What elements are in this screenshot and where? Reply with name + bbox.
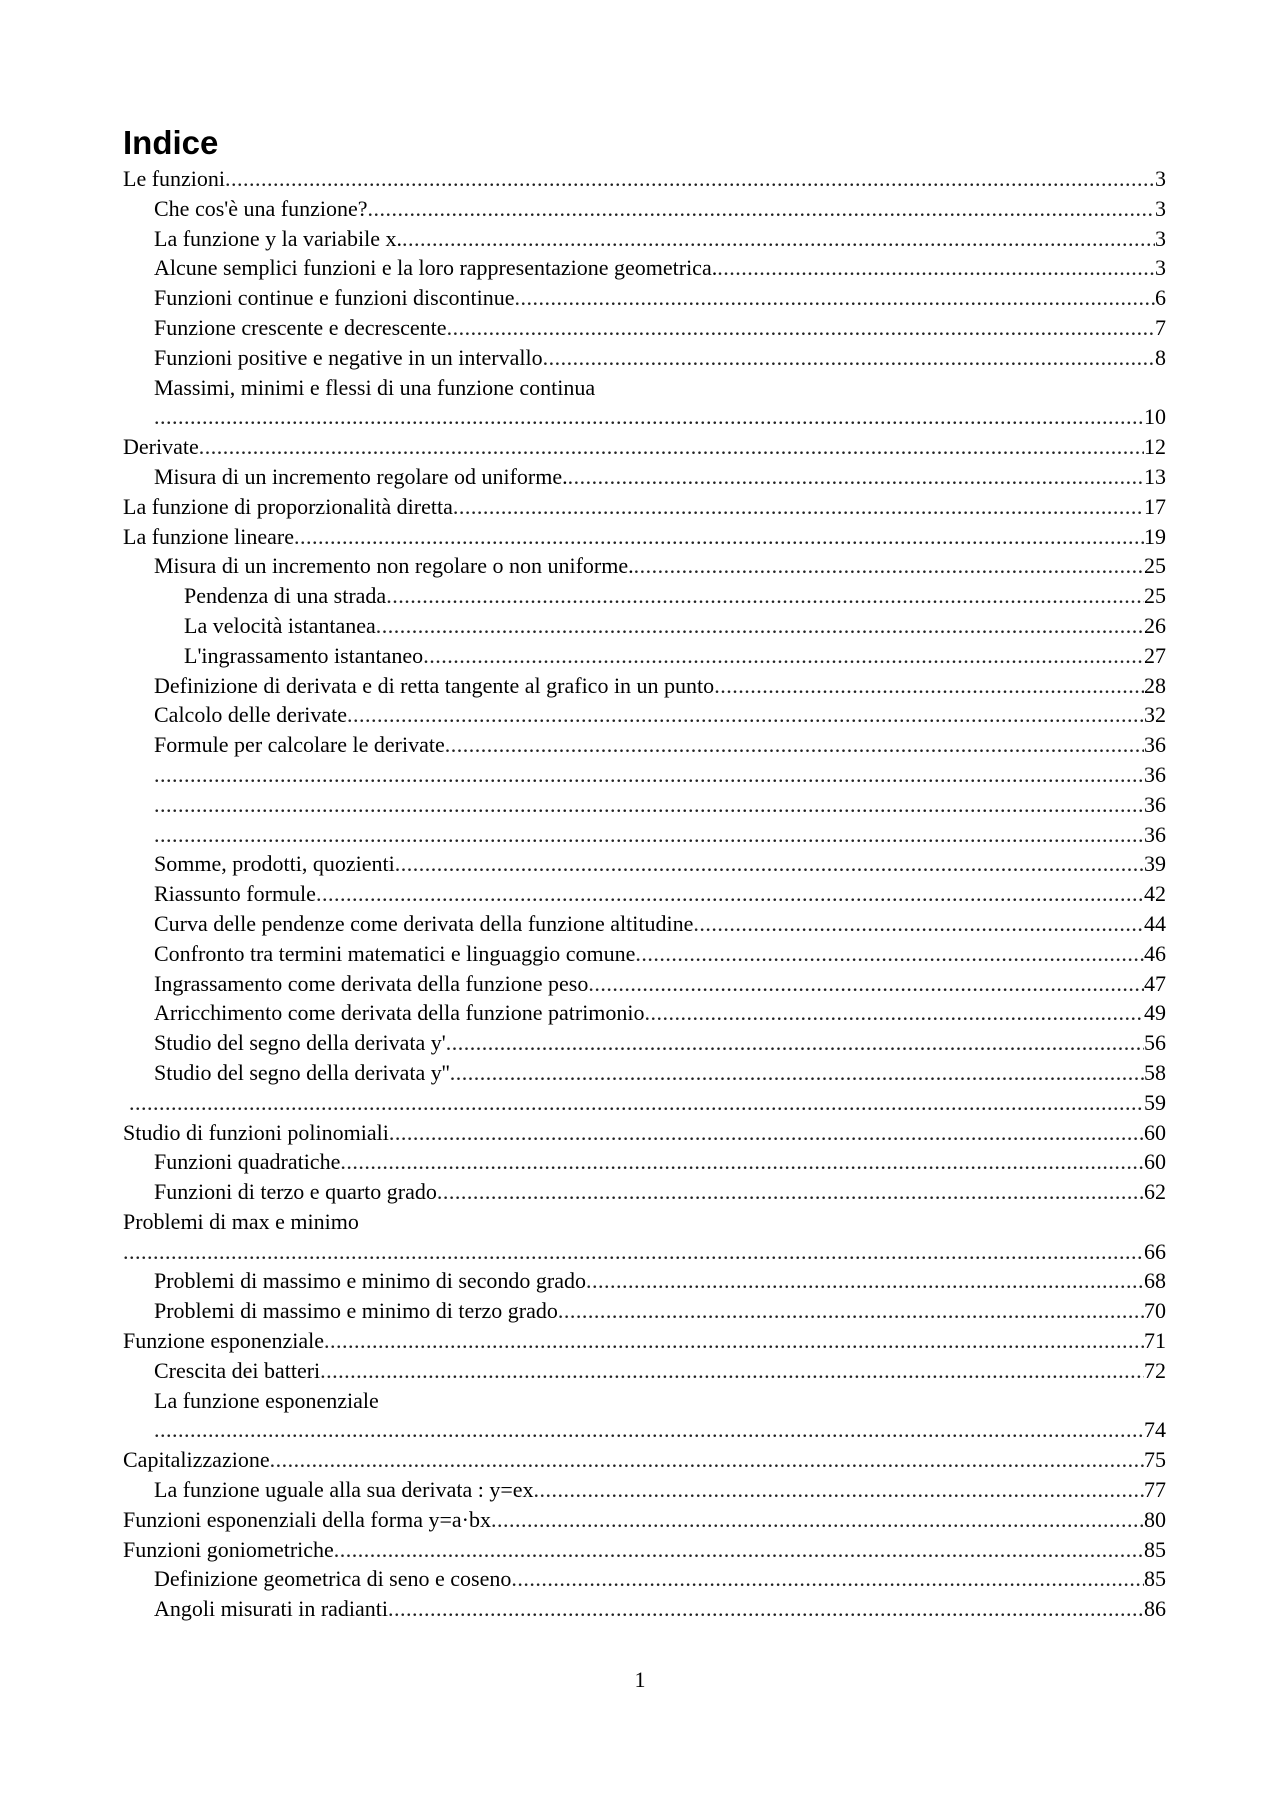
toc-entry-label: Funzione crescente e decrescente <box>154 314 447 340</box>
toc-entry-label: Curva delle pendenze come derivata della funzione altitudine <box>154 910 694 936</box>
toc-entry-label: Formule per calcolare le derivate <box>154 732 445 758</box>
toc-dot-leader <box>511 1564 1144 1594</box>
toc-dot-leader <box>225 164 1155 194</box>
toc-dot-leader <box>543 343 1155 373</box>
toc-entry-page: 13 <box>1144 463 1166 489</box>
toc-entry[interactable] <box>123 1088 1166 1118</box>
toc-entry[interactable] <box>123 969 1166 999</box>
toc-entry-page: 36 <box>1144 761 1166 787</box>
toc-dot-leader <box>199 432 1144 462</box>
toc-entry[interactable] <box>123 194 1166 224</box>
toc-entry[interactable] <box>123 1386 1166 1416</box>
toc-dot-leader <box>717 253 1155 283</box>
toc-entry-label: Arricchimento come derivata della funzione patrimonio <box>154 1000 645 1026</box>
toc-entry[interactable] <box>123 1415 1166 1445</box>
toc-entry-page: 12 <box>1144 434 1166 460</box>
toc-entry-page: 70 <box>1144 1298 1166 1324</box>
toc-entry-page: 68 <box>1144 1268 1166 1294</box>
toc-entry-page: 56 <box>1144 1030 1166 1056</box>
toc-entry[interactable] <box>123 1356 1166 1386</box>
toc-dot-leader <box>316 879 1144 909</box>
toc-entry-page: 39 <box>1144 851 1166 877</box>
toc-entry-label: Angoli misurati in radianti <box>154 1596 389 1622</box>
toc-entry-page: 77 <box>1144 1477 1166 1503</box>
toc-entry-page: 85 <box>1144 1536 1166 1562</box>
toc-entry-page: 36 <box>1144 821 1166 847</box>
toc-entry[interactable] <box>123 253 1166 283</box>
toc-entry-label: Funzione esponenziale <box>123 1328 324 1354</box>
toc-entry-label: Ingrassamento come derivata della funzione peso <box>154 970 589 996</box>
toc-entry-label: Crescita dei batteri <box>154 1357 321 1383</box>
toc-entry-page: 8 <box>1155 344 1166 370</box>
toc-entry-label: Funzioni di terzo e quarto grado <box>154 1179 437 1205</box>
toc-entry-label: Che cos'è una funzione? <box>154 195 368 221</box>
toc-entry[interactable] <box>123 1475 1166 1505</box>
toc-entry[interactable] <box>123 551 1166 581</box>
toc-entry[interactable] <box>123 700 1166 730</box>
toc-entry[interactable] <box>123 671 1166 701</box>
toc-entry[interactable] <box>123 1177 1166 1207</box>
toc-entry-page: 28 <box>1144 672 1166 698</box>
toc-entry[interactable] <box>123 492 1166 522</box>
toc-entry-page: 3 <box>1155 195 1166 221</box>
toc-entry-label: Misura di un incremento regolare od uniforme. <box>154 463 568 489</box>
toc-dot-leader <box>714 671 1144 701</box>
toc-entry[interactable] <box>123 462 1166 492</box>
toc-entry[interactable] <box>123 343 1166 373</box>
toc-entry-page: 25 <box>1144 583 1166 609</box>
toc-entry-page: 59 <box>1144 1089 1166 1115</box>
toc-entry[interactable] <box>123 1535 1166 1565</box>
toc-entry-page: 25 <box>1144 553 1166 579</box>
toc-entry-label: L'ingrassamento istantaneo <box>184 642 424 668</box>
toc-entry-page: 7 <box>1155 314 1166 340</box>
toc-entry-label: Studio di funzioni polinomiali <box>123 1119 389 1145</box>
toc-dot-leader <box>388 1594 1144 1624</box>
toc-dot-leader <box>588 969 1144 999</box>
toc-dot-leader <box>154 402 1144 432</box>
toc-entry[interactable] <box>123 998 1166 1028</box>
toc-entry[interactable] <box>123 820 1166 850</box>
toc-dot-leader <box>423 641 1144 671</box>
toc-dot-leader <box>447 313 1155 343</box>
toc-entry-page: 10 <box>1144 404 1166 430</box>
toc-entry-label: La funzione lineare <box>123 523 295 549</box>
toc-entry-page: 36 <box>1144 732 1166 758</box>
toc-entry[interactable] <box>123 1237 1166 1267</box>
toc-entry-label: Funzioni esponenziali della forma y=a·bx <box>123 1506 491 1532</box>
toc-entry-label: La funzione di proporzionalità diretta <box>123 493 453 519</box>
toc-dot-leader <box>334 1535 1144 1565</box>
toc-entry[interactable] <box>123 879 1166 909</box>
toc-dot-leader <box>437 1177 1144 1207</box>
toc-entry[interactable] <box>123 1445 1166 1475</box>
toc-entry-label: Studio del segno della derivata y' <box>154 1030 446 1056</box>
toc-entry-page: 71 <box>1144 1328 1166 1354</box>
toc-entry-page: 27 <box>1144 642 1166 668</box>
toc-entry-label: Riassunto formule <box>154 881 316 907</box>
toc-list <box>123 164 1166 1624</box>
toc-dot-leader <box>376 611 1144 641</box>
toc-entry-page: 3 <box>1155 225 1166 251</box>
toc-entry[interactable] <box>123 522 1166 552</box>
toc-entry-page: 19 <box>1144 523 1166 549</box>
toc-entry[interactable] <box>123 1594 1166 1624</box>
toc-entry[interactable] <box>123 1266 1166 1296</box>
toc-dot-leader <box>389 1118 1144 1148</box>
toc-entry-page: 47 <box>1144 970 1166 996</box>
toc-entry[interactable] <box>123 611 1166 641</box>
toc-entry[interactable] <box>123 283 1166 313</box>
toc-entry-page: 17 <box>1144 493 1166 519</box>
toc-entry-label: La funzione y la variabile x. <box>154 225 403 251</box>
toc-entry-page: 85 <box>1144 1566 1166 1592</box>
toc-dot-leader <box>635 939 1144 969</box>
toc-entry-label: Problemi di massimo e minimo di terzo grado <box>154 1298 558 1324</box>
toc-entry[interactable] <box>123 373 1166 403</box>
toc-dot-leader <box>586 1266 1144 1296</box>
toc-entry[interactable] <box>123 760 1166 790</box>
toc-entry[interactable] <box>123 1505 1166 1535</box>
toc-dot-leader <box>270 1445 1144 1475</box>
toc-dot-leader <box>568 462 1144 492</box>
toc-entry-label: Somme, prodotti, quozienti <box>154 851 395 877</box>
toc-dot-leader <box>294 522 1144 552</box>
toc-entry-page: 32 <box>1144 702 1166 728</box>
toc-entry-page: 26 <box>1144 612 1166 638</box>
toc-dot-leader <box>347 700 1144 730</box>
toc-entry-label: Funzioni positive e negative in un intervallo <box>154 344 543 370</box>
toc-dot-leader <box>402 224 1155 254</box>
toc-entry-page: 80 <box>1144 1506 1166 1532</box>
toc-dot-leader <box>324 1326 1144 1356</box>
page-number: 1 <box>634 1667 646 1692</box>
toc-entry-label: La velocità istantanea <box>184 612 376 638</box>
toc-dot-leader <box>634 551 1144 581</box>
toc-dot-leader <box>386 581 1144 611</box>
toc-entry-page: 60 <box>1144 1119 1166 1145</box>
toc-title: Indice <box>123 124 219 161</box>
toc-dot-leader <box>154 820 1144 850</box>
toc-entry-page: 3 <box>1155 166 1166 191</box>
toc-entry-page: 62 <box>1144 1179 1166 1205</box>
toc-entry[interactable] <box>123 1564 1166 1594</box>
toc-entry-page: 60 <box>1144 1149 1166 1175</box>
toc-dot-leader <box>645 998 1144 1028</box>
toc-dot-leader <box>491 1505 1144 1535</box>
table-of-contents <box>123 124 1166 1624</box>
toc-entry-label: Problemi di max e minimo <box>123 1208 359 1234</box>
toc-entry-label: Alcune semplici funzioni e la loro rappresentazione geometrica. <box>154 255 718 281</box>
toc-entry-label: Definizione di derivata e di retta tangente al grafico in un punto <box>154 672 715 698</box>
toc-entry-label: Calcolo delle derivate <box>154 702 348 728</box>
toc-entry-label: Funzioni goniometriche <box>123 1536 334 1562</box>
toc-entry-page: 36 <box>1144 791 1166 817</box>
toc-entry-page: 72 <box>1144 1357 1166 1383</box>
toc-entry-label: Confronto tra termini matematici e linguaggio comune <box>154 940 636 966</box>
toc-entry-label: Funzioni quadratiche <box>154 1149 341 1175</box>
toc-entry-label: Derivate <box>123 434 199 460</box>
toc-entry-label: Le funzioni <box>123 166 226 191</box>
toc-entry[interactable] <box>123 432 1166 462</box>
toc-entry-page: 74 <box>1144 1417 1166 1443</box>
toc-entry-label: Definizione geometrica di seno e coseno <box>154 1566 512 1592</box>
toc-entry[interactable] <box>123 849 1166 879</box>
toc-entry-page: 75 <box>1144 1447 1166 1473</box>
toc-entry[interactable] <box>123 1296 1166 1326</box>
toc-entry-label: Studio del segno della derivata y'' <box>154 1059 450 1085</box>
toc-entry[interactable] <box>123 1058 1166 1088</box>
toc-entry-page: 58 <box>1144 1059 1166 1085</box>
toc-entry[interactable] <box>123 939 1166 969</box>
toc-entry-label: Problemi di massimo e minimo di secondo grado <box>154 1268 587 1294</box>
toc-entry-label: La funzione uguale alla sua derivata : y=ex <box>154 1477 534 1503</box>
toc-dot-leader <box>558 1296 1144 1326</box>
toc-entry-label: La funzione esponenziale <box>154 1387 379 1413</box>
toc-entry-label: Massimi, minimi e flessi di una funzione continua <box>154 374 596 400</box>
toc-entry[interactable] <box>123 581 1166 611</box>
toc-entry[interactable] <box>123 909 1166 939</box>
toc-entry[interactable] <box>123 641 1166 671</box>
toc-dot-leader <box>534 1475 1144 1505</box>
toc-dot-leader <box>154 1415 1144 1445</box>
toc-dot-leader <box>446 1028 1144 1058</box>
toc-dot-leader <box>445 730 1144 760</box>
toc-dot-leader <box>368 194 1156 224</box>
toc-entry[interactable] <box>123 224 1166 254</box>
toc-entry-page: 66 <box>1144 1238 1166 1264</box>
toc-dot-leader <box>154 760 1144 790</box>
toc-entry-page: 42 <box>1144 881 1166 907</box>
toc-dot-leader <box>154 790 1144 820</box>
toc-entry[interactable] <box>123 1207 1166 1237</box>
toc-entry[interactable] <box>123 1147 1166 1177</box>
toc-entry-page: 49 <box>1144 1000 1166 1026</box>
toc-dot-leader <box>340 1147 1144 1177</box>
toc-entry-label: Misura di un incremento non regolare o non uniforme. <box>154 553 634 579</box>
toc-dot-leader <box>395 849 1144 879</box>
toc-dot-leader <box>693 909 1144 939</box>
toc-entry-page: 44 <box>1144 910 1166 936</box>
toc-entry-page: 46 <box>1144 940 1166 966</box>
toc-entry-label: Capitalizzazione <box>123 1447 270 1473</box>
toc-dot-leader <box>453 492 1144 522</box>
toc-dot-leader <box>450 1058 1144 1088</box>
toc-entry-page: 3 <box>1155 255 1166 281</box>
toc-entry[interactable] <box>123 1028 1166 1058</box>
toc-entry-label: Funzioni continue e funzioni discontinue <box>154 285 515 311</box>
toc-dot-leader <box>129 1088 1144 1118</box>
toc-entry[interactable] <box>123 1118 1166 1148</box>
toc-entry[interactable] <box>123 730 1166 760</box>
toc-entry[interactable] <box>123 313 1166 343</box>
toc-entry-page: 86 <box>1144 1596 1166 1622</box>
toc-entry[interactable] <box>123 1326 1166 1356</box>
toc-entry[interactable] <box>123 790 1166 820</box>
toc-dot-leader <box>515 283 1156 313</box>
toc-entry[interactable] <box>123 402 1166 432</box>
toc-entry[interactable] <box>123 164 1166 194</box>
toc-entry-page: 6 <box>1155 285 1166 311</box>
toc-dot-leader <box>320 1356 1144 1386</box>
toc-entry-label: Pendenza di una strada <box>184 583 387 609</box>
toc-dot-leader <box>123 1237 1144 1267</box>
